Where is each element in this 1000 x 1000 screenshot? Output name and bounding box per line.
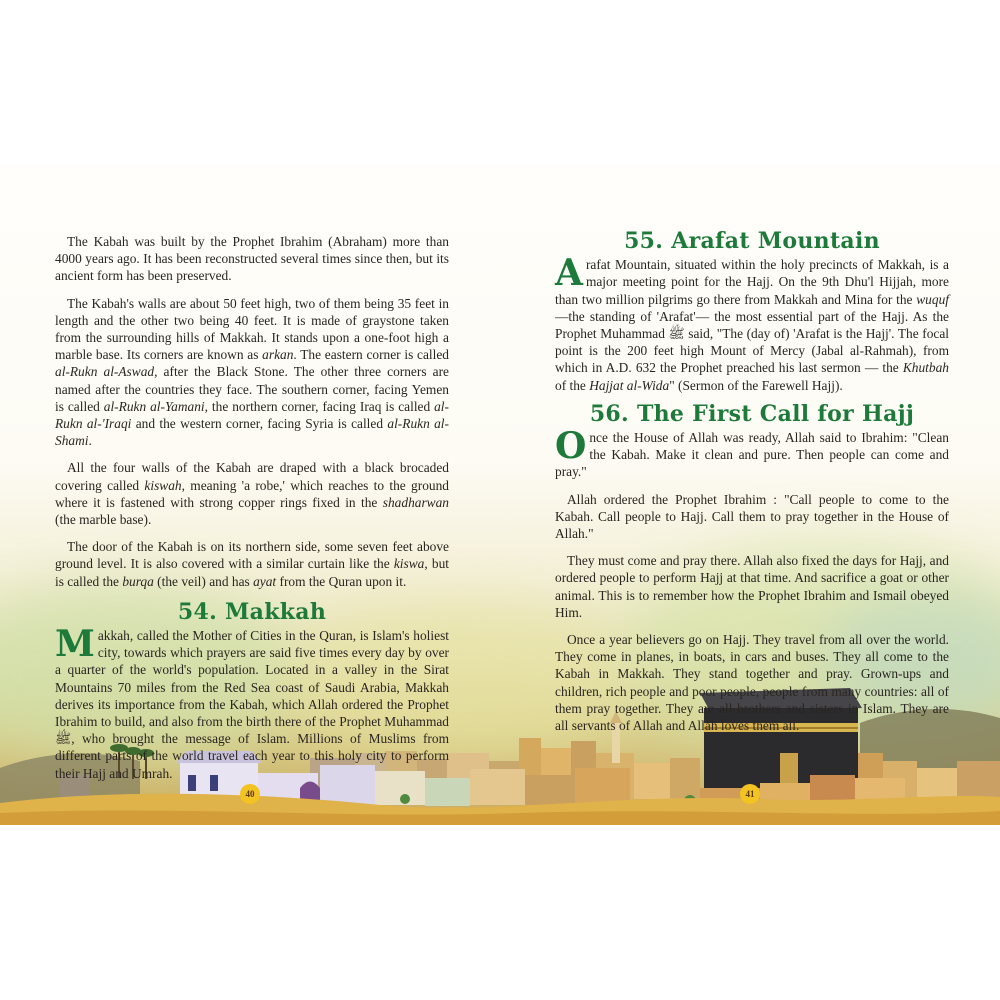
drop-cap: O <box>555 425 587 468</box>
drop-cap: A <box>555 252 583 295</box>
paragraph-door: The door of the Kabah is on its northern side, some seven feet above ground level. It is also covered with a similar curtain like the kiswa, but is called the burqa (the veil) and has ayat from the Quran upon it. <box>55 539 449 589</box>
heading-arafat-mountain: 55. Arafat Mountain <box>624 228 880 254</box>
paragraph-makkah: Makkah, called the Mother of Cities in the Quran, is Islam's holiest city, towards which prayers are said five times every day by over a quarter of the world's population. Located in a valley in the Sirat Mountains 70 miles from the Red Sea coast of Saudi Arabia, Makkah derives its importance from the Kabah, which Allah ordered the Prophet Ibrahim to build, and also from the birth there of the Prophet Muhammad ﷺ, who brought the message of Islam. Millions of Muslims from different parts of the world travel each year to this holy city to perform their Hajj and Umrah. <box>55 623 449 781</box>
book-spread <box>0 163 1000 825</box>
heading-makkah: 54. Makkah <box>177 598 327 625</box>
paragraph-days-for-hajj: They must come and pray there. Allah also fixed the days for Hajj, and ordered people to perform Hajj at that time. And sacrifice a goat or other animal. This is to remember how the Prophet Ibrahim and Ismail obeyed Him. <box>555 553 949 620</box>
right-page-text <box>555 228 949 744</box>
heading-first-call-for-hajj: 56. The First Call for Hajj <box>589 400 915 427</box>
paragraph-kiswah: All the four walls of the Kabah are draped with a black brocaded covering called kiswah, meaning 'a robe,' which reaches to the ground where it is fastened with strong copper rings fixed in the shadharwan (the marble base). <box>55 460 449 528</box>
page-number-left: 40 <box>240 784 260 804</box>
left-page-text <box>55 233 449 792</box>
paragraph-arafat: Arafat Mountain, situated within the holy precincts of Makkah, is a major meeting point for the Hajj. On the 9th Dhu'l Hijjah, more than two million pilgrims go there from Makkah and Mina for the wuquf—the standing of 'Arafat'— the most essential part of the Hajj. As the Prophet Muhammad ﷺ said, "The (day of) 'Arafat is the Hajj'. The focal point is the 200 feet high Mount of Mercy (Jabal al-Rahmah), from which in A.D. 632 the Prophet preached his last sermon — the Khutbah of the Hajjat al-Wida" (Sermon of the Farewell Hajj). <box>555 252 949 393</box>
page-number-right: 41 <box>740 784 760 804</box>
paragraph-call-people: Allah ordered the Prophet Ibrahim : "Call people to come to the Kabah. Call people to Hajj. Call them to pray together in the House of Allah." <box>555 491 949 542</box>
drop-cap: M <box>55 623 95 666</box>
paragraph-kabah-built: The Kabah was built by the Prophet Ibrahim (Abraham) more than 4000 years ago. It has been reconstructed several times since then, but its ancient form has been preserved. <box>55 234 449 284</box>
paragraph-kabah-walls: The Kabah's walls are about 50 feet high, two of them being 35 feet in length and the other two being 40 feet. It is made of graystone taken from the surrounding hills of Makkah. It stands upon a one-foot high a marble base. Its corners are known as arkan. The eastern corner is called al-Rukn al-Aswad, after the Black Stone. The other three corners are named after the countries they face. The southern corner, facing Yemen is called al-Rukn al-Yamani, the northern corner, facing Iraq is called al-Rukn al-'Iraqi and the western corner, facing Syria is called al-Rukn al-Shami. <box>55 295 449 449</box>
paragraph-house-of-allah: Once the House of Allah was ready, Allah said to Ibrahim: "Clean the Kabah. Make it clean and pure. Then people can come and pray." <box>555 425 949 480</box>
paragraph-believers: Once a year believers go on Hajj. They travel from all over the world. They come in planes, in boats, in cars and buses. They all come to the Kabah in Makkah. They stand together and pray. Grown-ups and children, rich people and poor people, people from many countries: all of them pray together. They are all brothers and sisters in Islam. They are all servants of Allah and Allah loves them all. <box>555 632 949 734</box>
